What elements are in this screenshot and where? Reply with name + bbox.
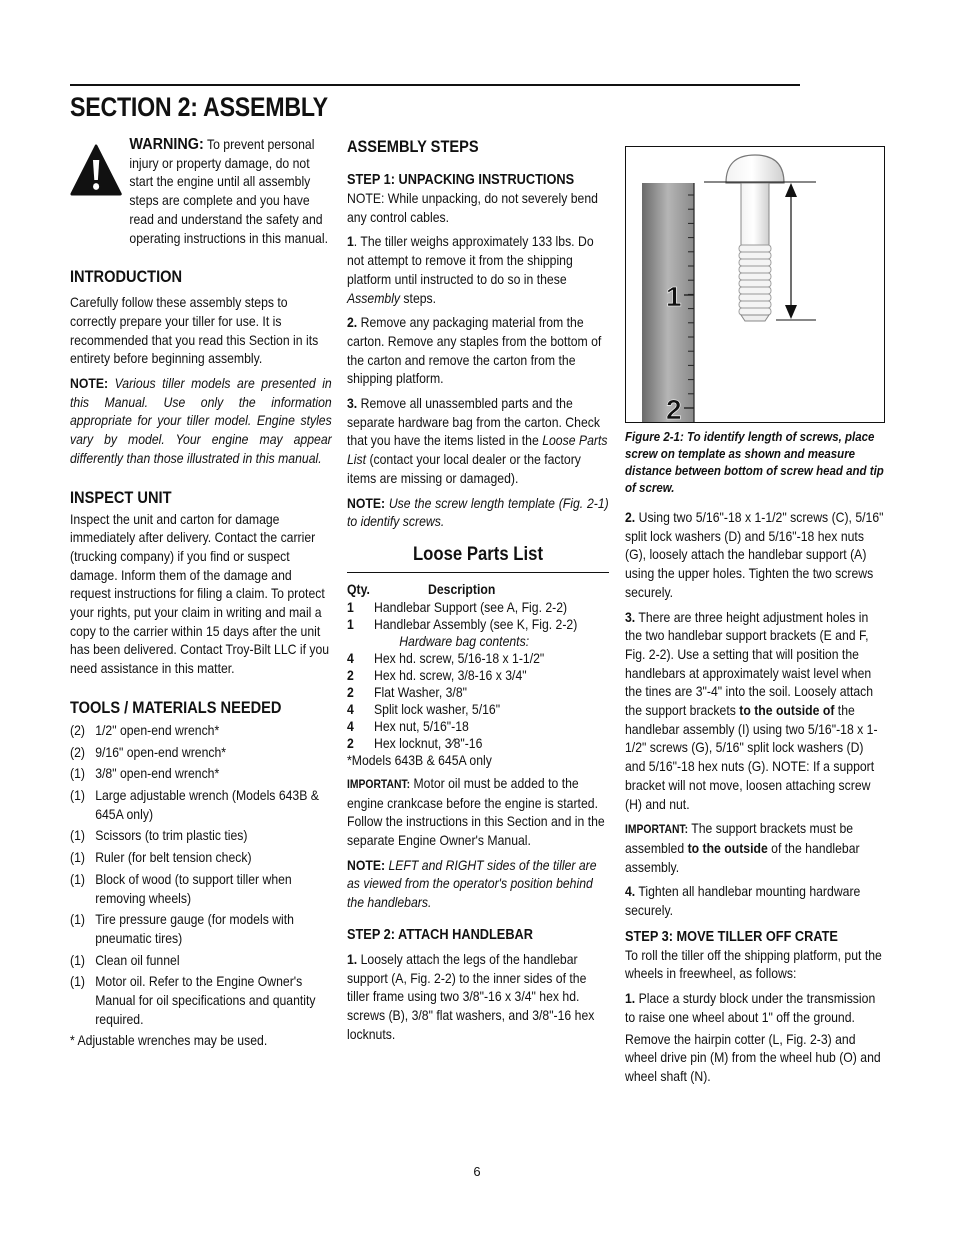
parts-qty: 1 bbox=[347, 616, 354, 632]
support-important bbox=[625, 820, 887, 877]
parts-row bbox=[347, 667, 609, 684]
step2-item-2-num: 2. bbox=[625, 510, 636, 525]
thread-ridge bbox=[739, 266, 771, 273]
step1-item-emphasis: Assembly bbox=[347, 290, 401, 306]
parts-desc-header: Description bbox=[428, 581, 496, 597]
step1-item-num: 3. bbox=[347, 396, 358, 412]
tool-item bbox=[70, 849, 332, 868]
parts-qty: 2 bbox=[347, 667, 354, 683]
thread-ridge bbox=[739, 308, 771, 315]
parts-list-main bbox=[347, 599, 609, 633]
parts-row bbox=[347, 735, 609, 752]
parts-row bbox=[347, 701, 609, 718]
tool-desc: Tire pressure gauge (for models with pneumatic tires) bbox=[95, 912, 294, 946]
thread-ridge bbox=[739, 294, 771, 301]
sides-note bbox=[347, 857, 609, 913]
screw-template-illustration bbox=[626, 147, 884, 422]
step1-heading: STEP 1: UNPACKING INSTRUCTIONS bbox=[347, 172, 575, 188]
tool-qty: (1) bbox=[70, 787, 85, 803]
tools-heading: TOOLS / MATERIALS NEEDED bbox=[70, 697, 282, 717]
oil-important bbox=[347, 775, 609, 851]
thread-ridge bbox=[739, 259, 771, 266]
step2-item-3-pre: There are three height adjustment holes in the two handlebar support brackets (E and F, Fig. 2-2). Use a setting that will position the handlebars at approximately waist level when the tines are 3"-4" into the soil. Loosely attach the support brackets bbox=[625, 609, 874, 719]
tool-qty: (1) bbox=[70, 766, 85, 782]
step3-heading: STEP 3: MOVE TILLER OFF CRATE bbox=[625, 928, 838, 945]
step1-item-num: 2. bbox=[347, 315, 358, 331]
parts-row bbox=[347, 650, 609, 667]
tool-desc: Motor oil. Refer to the Engine Owner's Manual for oil specifications and quantity required. bbox=[95, 974, 316, 1027]
tool-qty: (2) bbox=[70, 744, 85, 760]
parts-qty: 4 bbox=[347, 701, 354, 717]
parts-desc: Hex nut, 5/16"-18 bbox=[374, 718, 469, 734]
column-left bbox=[70, 136, 332, 1051]
warning-block bbox=[70, 136, 332, 248]
parts-qty: 1 bbox=[347, 599, 354, 615]
step1-note2-label: NOTE: bbox=[347, 495, 386, 511]
step2-item-3 bbox=[625, 609, 887, 815]
tool-qty: (1) bbox=[70, 952, 85, 968]
tool-desc: 9/16" open-end wrench* bbox=[95, 744, 227, 760]
assembly-steps-heading: ASSEMBLY STEPS bbox=[347, 137, 479, 156]
thread-ridge bbox=[739, 301, 771, 308]
tool-item bbox=[70, 787, 332, 824]
step1-item-text: Remove any packaging material from the carton. Remove any staples from the bottom of the carton and remove the carton from the shipping platform. bbox=[347, 315, 602, 387]
step2-item-4 bbox=[625, 883, 887, 920]
thread-ridge bbox=[739, 252, 771, 259]
ruler-label-1: 1 bbox=[666, 281, 682, 312]
hardware-bag-label: Hardware bag contents: bbox=[399, 633, 530, 649]
step1-item-text-end: steps. bbox=[400, 290, 437, 306]
step2-item-1-num: 1. bbox=[347, 951, 358, 967]
step2-heading: STEP 2: ATTACH HANDLEBAR bbox=[347, 926, 533, 943]
introduction-body: Carefully follow these assembly steps to correctly prepare your tiller for use. It is recommended that you read this Section in its entirety before beginning assembly. bbox=[70, 295, 319, 367]
parts-row bbox=[347, 599, 609, 616]
step2-item-2-text: Using two 5/16"-18 x 1-1/2" screws (C), 5/16" split lock washers (D) and 5/16"-18 hex nuts (G), loosely attach the handlebar support (A) using the upper holes. Tighten the two screws securely. bbox=[625, 510, 884, 600]
parts-desc: Hex hd. screw, 3/8-16 x 3/4" bbox=[374, 667, 527, 683]
step1-item bbox=[347, 395, 609, 489]
introduction-note-text: Various tiller models are presented in this Manual. Use only the information appropriate for your tiller model. Engine styles vary by model. Your engine may appear differently than those illustrated in this manual. bbox=[70, 376, 332, 466]
inspect-heading: INSPECT UNIT bbox=[70, 487, 172, 507]
thread-ridge bbox=[739, 287, 771, 294]
support-important-bold: to the outside bbox=[687, 840, 768, 856]
tool-qty: (1) bbox=[70, 912, 85, 928]
tool-item bbox=[70, 744, 332, 763]
loose-parts-rule bbox=[347, 572, 609, 573]
step1-item-text: Remove all unassembled parts and the separate hardware bag from the carton. Check that you have the items listed in the bbox=[347, 396, 600, 449]
step2-item-3-post: the handlebar assembly (I) using two 5/16"-18 x 1-1/2" screws (G), 5/16" split lock washers (D) and 5/16"-18 hex nuts (G). NOTE: If a support bracket will not move, loosen attaching screw (H) and nut. bbox=[625, 703, 878, 812]
warning-triangle-icon bbox=[70, 144, 122, 248]
tool-qty: (1) bbox=[70, 828, 85, 844]
page-number: 6 bbox=[473, 1164, 481, 1179]
tool-qty: (1) bbox=[70, 850, 85, 866]
screw-threads bbox=[739, 245, 771, 315]
section-title: SECTION 2: ASSEMBLY bbox=[70, 92, 328, 122]
figure-caption: Figure 2-1: To identify length of screws, place screw on template as shown and measure distance between bottom of screw head and tip of screw. bbox=[625, 430, 884, 495]
support-important-post: of the handlebar assembly. bbox=[625, 840, 860, 875]
step3-item-1-num: 1. bbox=[625, 991, 636, 1007]
ruler-label-2: 2 bbox=[666, 394, 682, 422]
oil-important-label: IMPORTANT: bbox=[347, 778, 411, 791]
step1-item bbox=[347, 314, 609, 389]
introduction-note bbox=[70, 375, 332, 469]
tool-desc: Block of wood (to support tiller when removing wheels) bbox=[95, 871, 292, 906]
sides-note-label: NOTE: bbox=[347, 857, 386, 873]
step1-item-text: . The tiller weighs approximately 133 lbs. Do not attempt to remove it from the shipping platform until instructed to do so in these bbox=[347, 234, 594, 287]
parts-desc: Flat Washer, 3/8" bbox=[374, 684, 467, 700]
step1-note2 bbox=[347, 495, 609, 532]
support-important-pre: The support brackets must be assembled bbox=[625, 821, 854, 856]
parts-desc: Handlebar Assembly (see K, Fig. 2-2) bbox=[374, 616, 578, 632]
parts-desc: Hex locknut, 3⁄8"-16 bbox=[374, 735, 483, 751]
step1-note2-text: Use the screw length template (Fig. 2-1) to identify screws. bbox=[347, 495, 609, 530]
step2-item-2 bbox=[625, 509, 887, 603]
step1-note: NOTE: While unpacking, do not severely bend any control cables. bbox=[347, 191, 598, 225]
tool-item bbox=[70, 973, 332, 1029]
parts-desc: Handlebar Support (see A, Fig. 2-2) bbox=[374, 599, 568, 615]
models-note: *Models 643B & 645A only bbox=[347, 752, 492, 768]
tool-desc: 1/2" open-end wrench* bbox=[95, 722, 220, 738]
inspect-body: Inspect the unit and carton for damage immediately after delivery. Contact the carrier (trucking company) if you find or suspect damage. Inform them of the damage and request instructions for filing a claim. To protect your rights, put your claim in writing and mail a copy to the carrier within 15 days after the unit has been delivered. Contact Troy-Bilt LLC if you need assistance in this matter. bbox=[70, 511, 330, 677]
tool-item bbox=[70, 871, 332, 908]
oil-important-text: Motor oil must be added to the engine crankcase before the engine is started. Follow the instructions in this Section and in the separate Engine Owner's Manual. bbox=[347, 775, 605, 849]
step2-item-4-text: Tighten all handlebar mounting hardware securely. bbox=[625, 884, 861, 919]
step2-item-1-text: Loosely attach the legs of the handlebar support (A, Fig. 2-2) to the inner sides of the tiller frame using two 3/8"-16 x 3/4" hex hd. screws (B), 3/8" flat washers, and 3/8"-16 hex locknuts. bbox=[347, 951, 595, 1042]
introduction-heading: INTRODUCTION bbox=[70, 267, 183, 287]
loose-parts-heading: Loose Parts List bbox=[412, 543, 544, 565]
parts-desc: Split lock washer, 5/16" bbox=[374, 701, 501, 717]
tool-item bbox=[70, 765, 332, 784]
thread-ridge bbox=[739, 280, 771, 287]
screw-shank bbox=[741, 183, 769, 245]
step3-item-1 bbox=[625, 990, 887, 1027]
tool-desc: Scissors (to trim plastic ties) bbox=[95, 828, 248, 844]
parts-qty: 4 bbox=[347, 718, 354, 734]
tool-desc: Ruler (for belt tension check) bbox=[95, 850, 252, 866]
step3-paragraph: Remove the hairpin cotter (L, Fig. 2-3) and wheel drive pin (M) from the wheel hub (O) and wheel shaft (N). bbox=[625, 1031, 881, 1084]
tool-qty: (2) bbox=[70, 722, 85, 738]
parts-qty: 4 bbox=[347, 650, 354, 666]
parts-qty: 2 bbox=[347, 735, 354, 751]
step2-item-3-num: 3. bbox=[625, 609, 636, 625]
warning-text: To prevent personal injury or property damage, do not start the engine until all assembly steps are complete and you have read and understand the safety and operating instructions in this manual. bbox=[129, 137, 328, 246]
tool-item bbox=[70, 827, 332, 846]
thread-ridge bbox=[739, 245, 771, 252]
parts-row bbox=[347, 684, 609, 701]
step2-item-4-num: 4. bbox=[625, 884, 636, 900]
parts-list-hardware bbox=[347, 650, 609, 752]
sides-note-text: LEFT and RIGHT sides of the tiller are as viewed from the operator's position behind the handlebars. bbox=[347, 857, 597, 911]
column-middle bbox=[347, 136, 609, 1044]
step2-item-3-bold: to the outside of bbox=[739, 703, 835, 719]
introduction-note-label: NOTE: bbox=[70, 376, 109, 392]
tools-list bbox=[70, 722, 332, 1030]
parts-qty-header: Qty. bbox=[347, 581, 370, 597]
support-important-label: IMPORTANT: bbox=[625, 824, 689, 837]
step1-item bbox=[347, 233, 609, 308]
step1-items bbox=[347, 227, 609, 488]
tool-qty: (1) bbox=[70, 974, 85, 990]
step3-item-1-text: Place a sturdy block under the transmission to raise one wheel about 1" off the ground. bbox=[625, 991, 876, 1025]
tool-desc: Clean oil funnel bbox=[95, 952, 180, 968]
parts-row bbox=[347, 616, 609, 633]
screw-head bbox=[726, 155, 784, 183]
step2-item-1 bbox=[347, 951, 609, 1045]
tool-item bbox=[70, 722, 332, 741]
step1-item-emphasis: Loose Parts List bbox=[347, 433, 608, 468]
warning-label: WARNING: bbox=[129, 136, 204, 153]
tool-desc: 3/8" open-end wrench* bbox=[95, 766, 220, 782]
parts-desc: Hex hd. screw, 5/16-18 x 1-1/2" bbox=[374, 650, 545, 666]
figure-2-1 bbox=[625, 146, 885, 423]
step1-item-text-end: (contact your local dealer or the factory items are missing or damaged). bbox=[347, 452, 581, 486]
tool-item bbox=[70, 952, 332, 971]
parts-header-row bbox=[347, 581, 609, 599]
tool-desc: Large adjustable wrench (Models 643B & 645A only) bbox=[95, 787, 319, 822]
parts-qty: 2 bbox=[347, 684, 354, 700]
parts-row bbox=[347, 718, 609, 735]
tool-item bbox=[70, 911, 332, 948]
step1-item-num: 1 bbox=[347, 234, 354, 250]
top-rule bbox=[70, 84, 800, 86]
step3-intro: To roll the tiller off the shipping platform, put the wheels in freewheel, as follows: bbox=[625, 947, 882, 982]
thread-ridge bbox=[739, 273, 771, 280]
tools-footnote: * Adjustable wrenches may be used. bbox=[70, 1033, 268, 1049]
tool-qty: (1) bbox=[70, 871, 85, 887]
column-right bbox=[625, 146, 887, 1087]
